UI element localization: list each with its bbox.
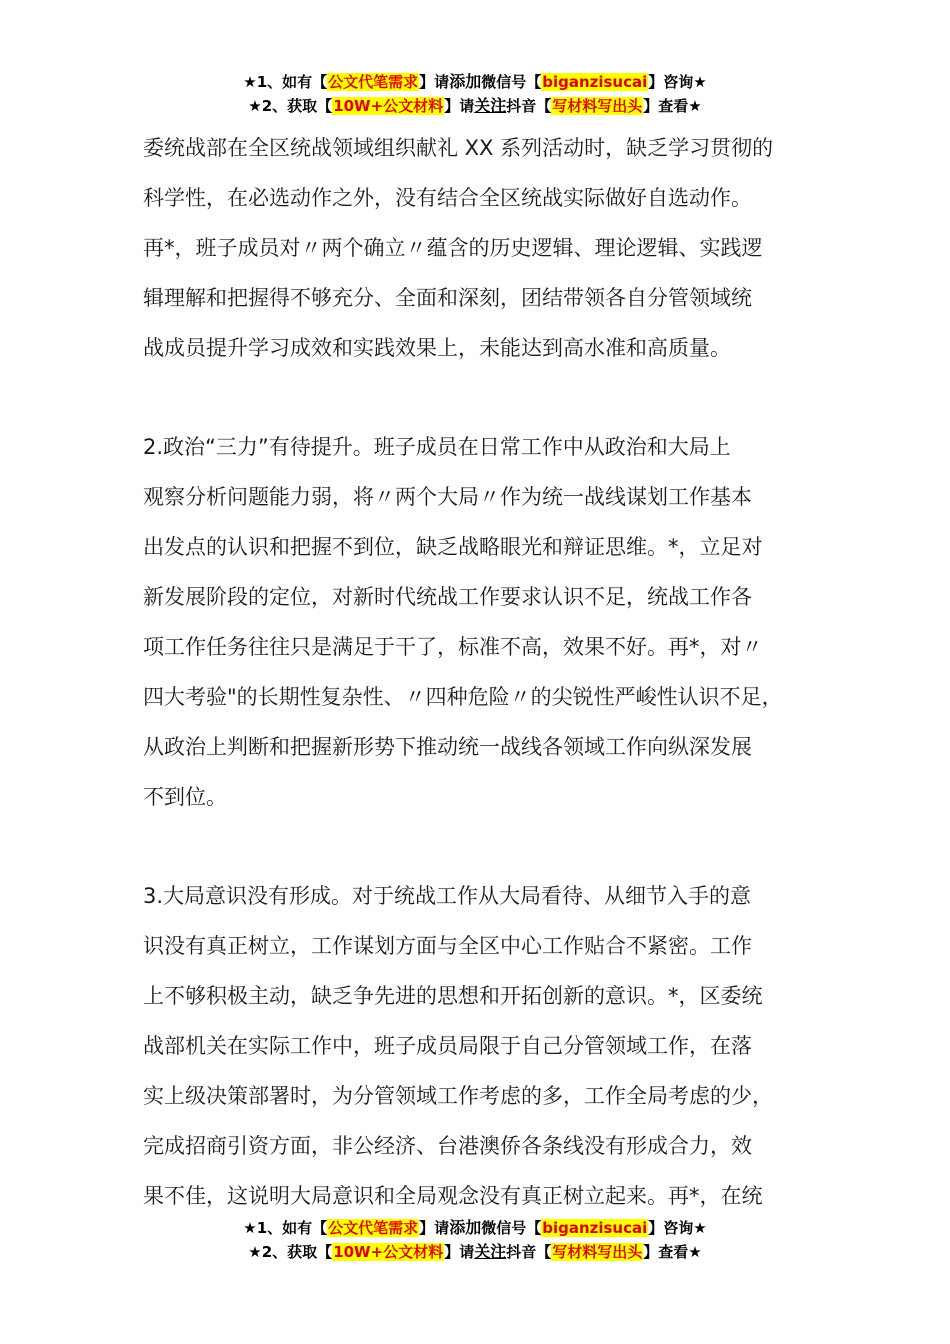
paragraph-gap [143, 822, 833, 871]
text-line: 再*，班子成员对〃两个确立〃蕴含的历史逻辑、理论逻辑、实践逻 [143, 236, 763, 260]
banner-line-2 [0, 94, 950, 118]
banner-emphasis: 添加 [449, 1218, 482, 1237]
text-line: 实上级决策部署时，为分管领域工作考虑的多，工作全局考虑的少， [143, 1084, 773, 1108]
banner-text: 】咨询★ [648, 1219, 707, 1237]
text-line: 2.政治“三力”有待提升。班子成员在日常工作中从政治和大局上 [143, 435, 731, 459]
paragraph-gap [143, 373, 833, 422]
banner-text: ★2、获取【 [248, 1243, 333, 1261]
banner-text: 】请 [444, 97, 475, 115]
text-line: 四大考验"的长期性复杂性、〃四种危险〃的尖锐性严峻性认识不足， [143, 685, 783, 709]
highlight-douyin-account: 写材料写出头 [552, 97, 643, 115]
paragraph-3 [143, 871, 833, 1221]
text-line: 战成员提升学习成效和实践效果上，未能达到高水准和高质量。 [143, 336, 731, 360]
highlight-materials: 10W+公文材料 [333, 97, 444, 115]
text-line: 新发展阶段的定位，对新时代统战工作要求认识不足，统战工作各 [143, 585, 752, 609]
text-line: 果不佳，这说明大局意识和全局观念没有真正树立起来。再*，在统 [143, 1184, 763, 1208]
highlight-service: 公文代笔需求 [328, 73, 419, 91]
banner-text: 】请 [419, 1219, 450, 1237]
banner-line-1 [0, 1216, 950, 1240]
text-line: 观察分析问题能力弱，将〃两个大局〃作为统一战线谋划工作基本 [143, 485, 752, 509]
banner-text: 微信号【 [481, 1219, 542, 1237]
text-line: 项工作任务往往只是满足于干了，标准不高，效果不好。再*，对〃 [143, 635, 763, 659]
text-line: 委统战部在全区统战领域组织献礼 XX 系列活动时，缺乏学习贯彻的 [143, 136, 774, 160]
highlight-wechat-id: biganzisucai [542, 73, 648, 91]
banner-text: ★1、如有【 [243, 1219, 328, 1237]
banner-emphasis: 关注 [474, 96, 507, 115]
document-body [143, 123, 833, 1221]
banner-text: 】咨询★ [648, 73, 707, 91]
banner-line-1 [0, 70, 950, 94]
banner-emphasis: 添加 [449, 72, 482, 91]
banner-emphasis: 关注 [474, 1242, 507, 1261]
highlight-douyin-account: 写材料写出头 [552, 1243, 643, 1261]
banner-text: 抖音【 [506, 1243, 552, 1261]
banner-text: 】查看★ [643, 1243, 702, 1261]
text-line: 战部机关在实际工作中，班子成员局限于自己分管领域工作，在落 [143, 1034, 752, 1058]
text-line: 科学性，在必选动作之外，没有结合全区统战实际做好自选动作。 [143, 186, 752, 210]
banner-text: 】请 [419, 73, 450, 91]
text-line: 完成招商引资方面，非公经济、台港澳侨各条线没有形成合力，效 [143, 1134, 752, 1158]
highlight-wechat-id: biganzisucai [542, 1219, 648, 1237]
text-line: 识没有真正树立，工作谋划方面与全区中心工作贴合不紧密。工作 [143, 934, 752, 958]
footer-banner [0, 1216, 950, 1264]
banner-line-2 [0, 1240, 950, 1264]
text-line: 上不够积极主动，缺乏争先进的思想和开拓创新的意识。*，区委统 [143, 984, 763, 1008]
banner-text: 抖音【 [506, 97, 552, 115]
text-line: 从政治上判断和把握新形势下推动统一战线各领域工作向纵深发展 [143, 735, 752, 759]
banner-text: ★2、获取【 [248, 97, 333, 115]
text-line: 不到位。 [143, 785, 227, 809]
header-banner [0, 70, 950, 118]
paragraph-1 [143, 123, 833, 373]
banner-text: 微信号【 [481, 73, 542, 91]
highlight-service: 公文代笔需求 [328, 1219, 419, 1237]
text-line: 3.大局意识没有形成。对于统战工作从大局看待、从细节入手的意 [143, 884, 752, 908]
banner-text: 】查看★ [643, 97, 702, 115]
highlight-materials: 10W+公文材料 [333, 1243, 444, 1261]
banner-text: 】请 [444, 1243, 475, 1261]
text-line: 辑理解和把握得不够充分、全面和深刻，团结带领各自分管领域统 [143, 286, 752, 310]
banner-text: ★1、如有【 [243, 73, 328, 91]
paragraph-2 [143, 422, 833, 822]
text-line: 出发点的认识和把握不到位，缺乏战略眼光和辩证思维。*，立足对 [143, 535, 763, 559]
